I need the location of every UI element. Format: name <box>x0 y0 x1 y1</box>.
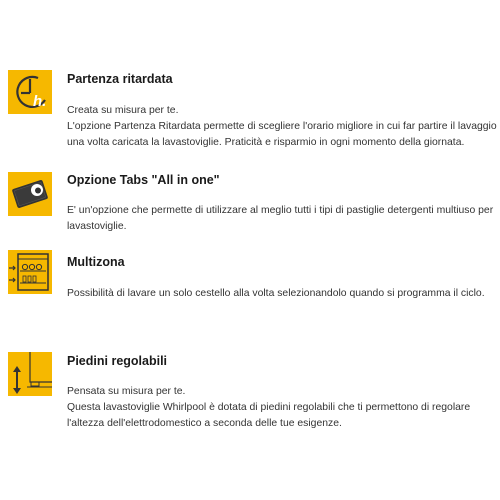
feature-description-line: Creata su misura per te. <box>67 105 179 116</box>
delayed-start-clock-icon <box>8 70 52 114</box>
feature-description-line: Possibilità di lavare un solo cestello alla volta selezionandolo quando si programma il ciclo. <box>67 288 485 299</box>
feature-description-line: E' un'opzione che permette di utilizzare al meglio tutti i tipi di pastiglie detergenti multiuso per lavastoviglie. <box>67 205 494 232</box>
feature-description <box>67 286 497 302</box>
clock-icon-glyph: h. <box>33 93 47 110</box>
multizone-racks-icon <box>8 250 52 294</box>
feature-description <box>67 203 497 235</box>
feature-description <box>67 103 497 151</box>
feature-title: Multizona <box>67 255 125 269</box>
tablet-icon <box>8 172 52 216</box>
feature-title: Opzione Tabs "All in one" <box>67 173 220 187</box>
feature-description-line: L'opzione Partenza Ritardata permette di scegliere l'orario migliore in cui far partire il lavaggio una volta caricata la lavastoviglie. Praticità e risparmio in ogni momento della giornata. <box>67 121 497 148</box>
feature-title: Partenza ritardata <box>67 72 173 86</box>
adjustable-feet-icon <box>8 352 52 396</box>
feature-description-line: Pensata su misura per te. <box>67 386 186 397</box>
feature-title: Piedini regolabili <box>67 354 168 368</box>
feature-description <box>67 384 497 432</box>
feature-description-line: Questa lavastoviglie Whirlpool è dotata di piedini regolabili che ti permettono di regolare l'altezza dell'elettrodomestico a seconda delle tue esigenze. <box>67 402 471 429</box>
